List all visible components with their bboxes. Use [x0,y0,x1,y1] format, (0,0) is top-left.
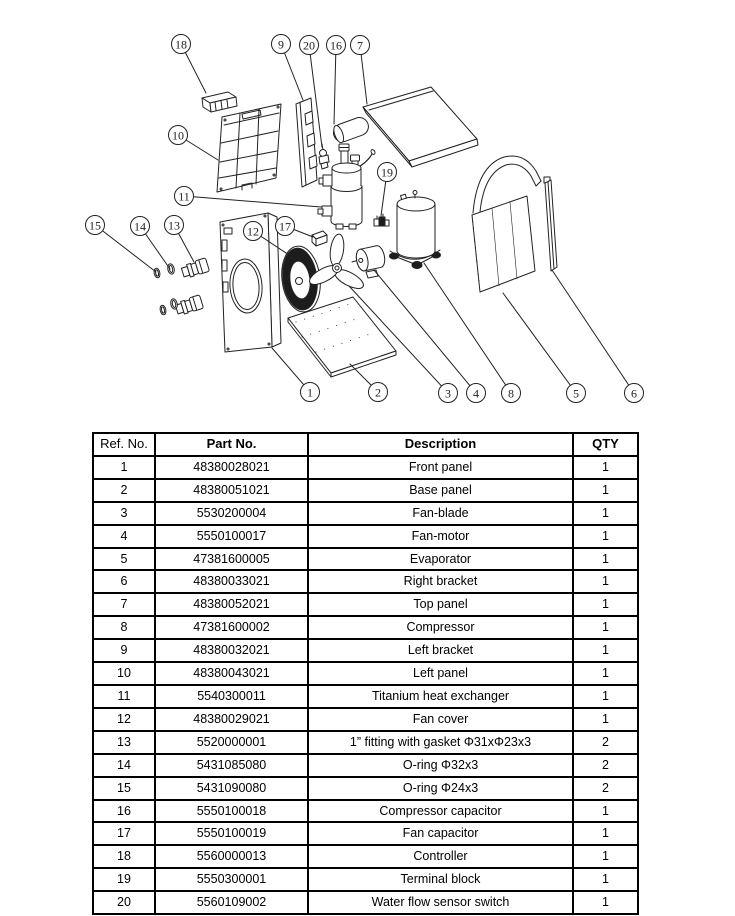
table-cell: 18 [93,845,155,868]
table-cell: Right bracket [308,570,573,593]
callout-number: 2 [375,385,381,400]
table-row [93,800,638,823]
water-flow-sensor-drawing [319,144,329,169]
table-cell: 48380029021 [155,708,308,731]
table-cell: 5550100018 [155,800,308,823]
table-cell: 1 [573,845,638,868]
table-cell: Top panel [308,593,573,616]
table-row [93,456,638,479]
o-ring-drawing [167,263,175,275]
table-cell: Fan-blade [308,502,573,525]
table-cell: 1 [573,662,638,685]
table-row [93,639,638,662]
header-ref-no: Ref. No. [93,433,155,456]
table-cell: 15 [93,777,155,800]
table-cell: 48380032021 [155,639,308,662]
table-cell: 5550100017 [155,525,308,548]
table-cell: 1 [573,502,638,525]
table-cell: 16 [93,800,155,823]
table-row [93,548,638,571]
compressor-drawing [390,191,441,269]
callout-number: 14 [134,219,146,234]
parts-table [92,432,639,915]
table-cell: Left bracket [308,639,573,662]
callout-number: 6 [631,386,637,401]
callout-13 [165,216,195,263]
table-cell: 2 [93,479,155,502]
callout-7 [351,36,370,105]
table-cell: 47381600002 [155,616,308,639]
callout-10 [169,126,219,161]
table-cell: 1 [573,456,638,479]
table-cell: 8 [93,616,155,639]
table-cell: 1 [573,525,638,548]
callout-number: 13 [168,218,180,233]
table-cell: 1 [93,456,155,479]
table-row [93,479,638,502]
table-cell: 4 [93,525,155,548]
table-cell: 1 [573,548,638,571]
table-cell: Compressor [308,616,573,639]
header-qty: QTY [573,433,638,456]
callout-6 [552,270,644,403]
table-cell: 5530200004 [155,502,308,525]
table-cell: 1 [573,822,638,845]
table-row [93,616,638,639]
table-cell: Fan cover [308,708,573,731]
fan-capacitor-drawing [312,231,327,246]
table-cell: Front panel [308,456,573,479]
table-cell: 17 [93,822,155,845]
o-ring-drawing [170,298,178,310]
callout-18 [172,35,207,94]
table-cell: 48380052021 [155,593,308,616]
table-cell: 48380043021 [155,662,308,685]
table-cell: Evaporator [308,548,573,571]
right-bracket-drawing [544,177,557,271]
callout-number: 19 [381,165,393,180]
table-cell: 6 [93,570,155,593]
table-cell: Base panel [308,479,573,502]
table-cell: 2 [573,731,638,754]
table-row [93,570,638,593]
table-cell: 1 [573,479,638,502]
table-cell: 5431090080 [155,777,308,800]
fan-motor-drawing [352,245,387,278]
callout-1 [272,348,320,402]
table-cell: 1 [573,639,638,662]
compressor-capacitor-drawing [331,115,371,144]
callout-number: 3 [445,386,451,401]
o-ring-drawing [153,268,160,279]
table-cell: 5550300001 [155,868,308,891]
header-description: Description [308,433,573,456]
parts-table-container [92,432,639,915]
callout-2 [350,364,388,402]
callout-number: 16 [330,38,342,53]
table-cell: Water flow sensor switch [308,891,573,914]
callout-number: 18 [175,37,187,52]
callout-number: 1 [307,385,313,400]
table-cell: O-ring Φ32x3 [308,754,573,777]
left-panel-drawing [217,104,281,192]
table-cell: 7 [93,593,155,616]
callout-19 [378,163,397,217]
table-cell: 1 [573,868,638,891]
table-cell: 5 [93,548,155,571]
callout-number: 7 [357,38,363,53]
table-header-row [93,433,638,456]
callout-number: 9 [278,37,284,52]
table-cell: 13 [93,731,155,754]
table-cell: 1 [573,891,638,914]
table-cell: Compressor capacitor [308,800,573,823]
table-cell: 1” fitting with gasket Φ31xΦ23x3 [308,731,573,754]
table-row [93,845,638,868]
table-row [93,777,638,800]
left-bracket-drawing [296,98,317,187]
table-row [93,822,638,845]
table-cell: 1 [573,616,638,639]
table-row [93,754,638,777]
table-cell: 47381600005 [155,548,308,571]
callout-number: 12 [247,224,259,239]
callout-number: 8 [508,386,514,401]
table-cell: 3 [93,502,155,525]
table-cell: 14 [93,754,155,777]
table-cell: Fan-motor [308,525,573,548]
table-cell: 11 [93,685,155,708]
callout-number: 4 [473,386,479,401]
o-ring-drawing [159,305,166,316]
table-cell: Controller [308,845,573,868]
table-cell: Titanium heat exchanger [308,685,573,708]
table-row [93,685,638,708]
header-part-no: Part No. [155,433,308,456]
table-row [93,708,638,731]
table-cell: 9 [93,639,155,662]
callout-17 [276,217,314,238]
table-cell: 5560109002 [155,891,308,914]
table-cell: 1 [573,593,638,616]
table-row [93,662,638,685]
callout-9 [272,35,304,101]
table-cell: 1 [573,708,638,731]
table-cell: O-ring Φ24x3 [308,777,573,800]
table-cell: 5560000013 [155,845,308,868]
controller-drawing [202,92,237,112]
table-row [93,891,638,914]
fitting-drawing [175,295,204,316]
table-cell: 5540300011 [155,685,308,708]
callout-4 [374,270,486,403]
table-cell: 48380033021 [155,570,308,593]
table-cell: 48380051021 [155,479,308,502]
callout-number: 11 [178,189,190,204]
callout-number: 15 [89,218,101,233]
table-cell: 2 [573,777,638,800]
table-cell: 1 [573,685,638,708]
fitting-drawing [181,258,210,279]
top-panel-drawing [363,87,478,167]
callout-number: 20 [303,38,315,53]
table-cell: 1 [573,800,638,823]
table-cell: 12 [93,708,155,731]
table-cell: Fan capacitor [308,822,573,845]
table-cell: Left panel [308,662,573,685]
table-row [93,502,638,525]
table-cell: 19 [93,868,155,891]
callout-number: 10 [172,128,184,143]
table-row [93,525,638,548]
table-cell: 48380028021 [155,456,308,479]
callout-8 [424,263,521,403]
table-cell: Terminal block [308,868,573,891]
evaporator-drawing [472,156,541,292]
table-cell: 2 [573,754,638,777]
table-cell: 5550100019 [155,822,308,845]
table-cell: 10 [93,662,155,685]
callout-number: 5 [573,386,579,401]
table-cell: 5520000001 [155,731,308,754]
exploded-view-diagram [0,0,735,430]
table-cell: 5431085080 [155,754,308,777]
table-cell: 20 [93,891,155,914]
table-row [93,731,638,754]
callout-number: 17 [279,219,291,234]
table-cell: 1 [573,570,638,593]
callout-16 [327,36,346,125]
callout-11 [175,187,322,208]
table-row [93,868,638,891]
table-row [93,593,638,616]
